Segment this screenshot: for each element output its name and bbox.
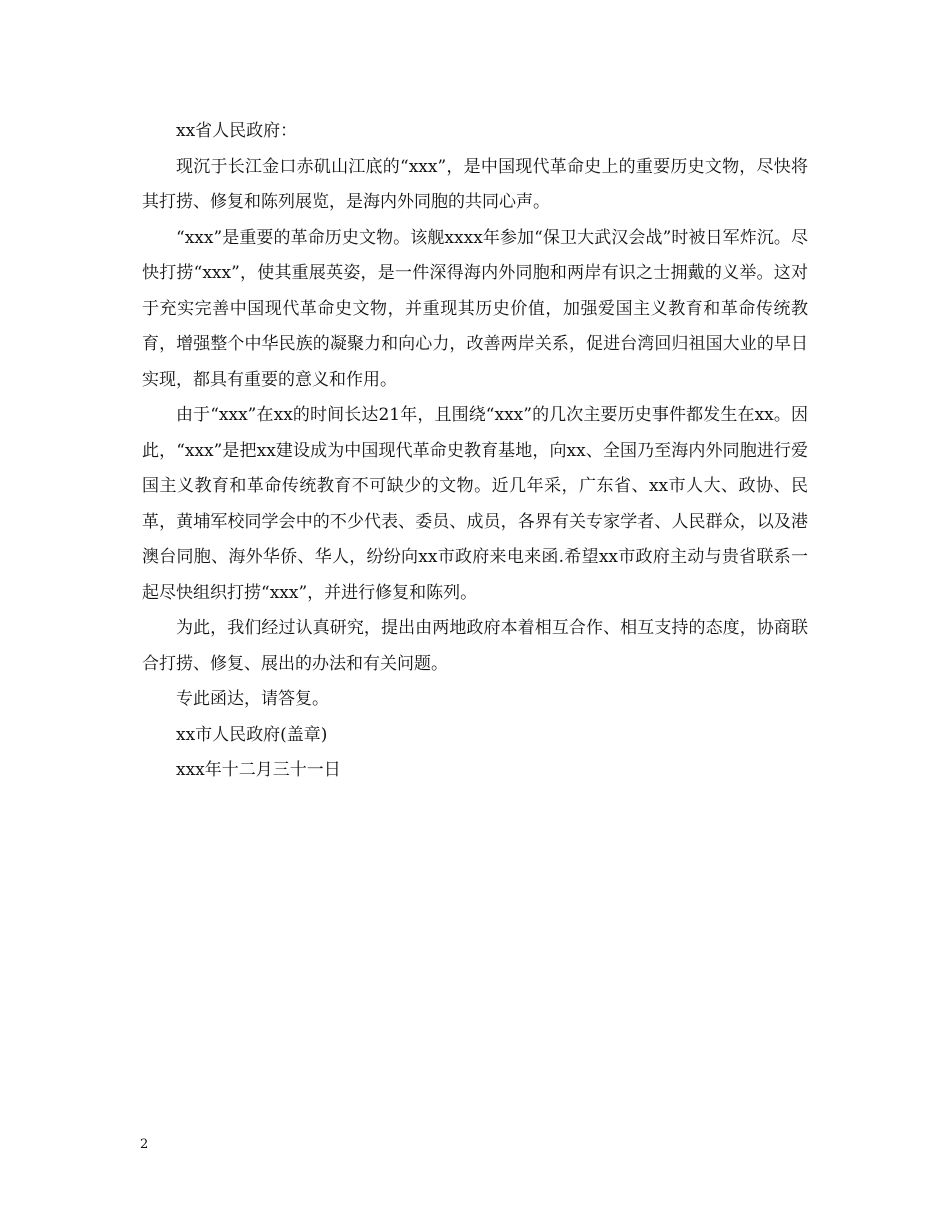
page-number: 2 <box>140 1137 149 1152</box>
signature: xx市人民政府(盖章) <box>176 724 328 745</box>
letter-body <box>142 114 808 789</box>
body-paragraph-4: 为此，我们经过认真研究，提出由两地政府本着相互合作、相互支持的态度，协商联合打捞、修复、展出的办法和有关问题。 <box>142 618 808 674</box>
closing-line: 专此函达，请答复。 <box>176 689 329 709</box>
date-line: xxx年十二月三十一日 <box>176 760 341 780</box>
salutation: xx省人民政府： <box>176 121 298 141</box>
body-paragraph-3: 由于“xxx”在xx的时间长达21年，且围绕“xxx”的几次主要历史事件都发生在xx。因此，“xxx”是把xx建设成为中国现代革命史教育基地，向xx、全国乃至海内外同胞进行爱国主义教育和革命传统教育不可缺少的文物。近几年采，广东省、xx市人大、政协、民革，黄埔军校同学会中的不少代表、委员、成员，各界有关专家学者、人民群众，以及港澳台同胞、海外华侨、华人，纷纷向xx市政府来电来函.希望xx市政府主动与贵省联系一起尽快组织打捞“xxx”，并进行修复和陈列。 <box>142 405 808 603</box>
body-paragraph-1: 现沉于长江金口赤矶山江底的“xxx”，是中国现代革命史上的重要历史文物，尽快将其打捞、修复和陈列展览，是海内外同胞的共同心声。 <box>142 156 808 212</box>
body-paragraph-2: “xxx”是重要的革命历史文物。该舰xxxx年参加“保卫大武汉会战”时被日军炸沉。尽快打捞“xxx”，使其重展英姿，是一件深得海内外同胞和两岸有识之士拥戴的义举。这对于充实完善中国现代革命史文物，并重现其历史价值，加强爱国主义教育和革命传统教育，增强整个中华民族的凝聚力和向心力，改善两岸关系，促进台湾回归祖国大业的早日实现，都具有重要的意义和作用。 <box>142 227 808 390</box>
